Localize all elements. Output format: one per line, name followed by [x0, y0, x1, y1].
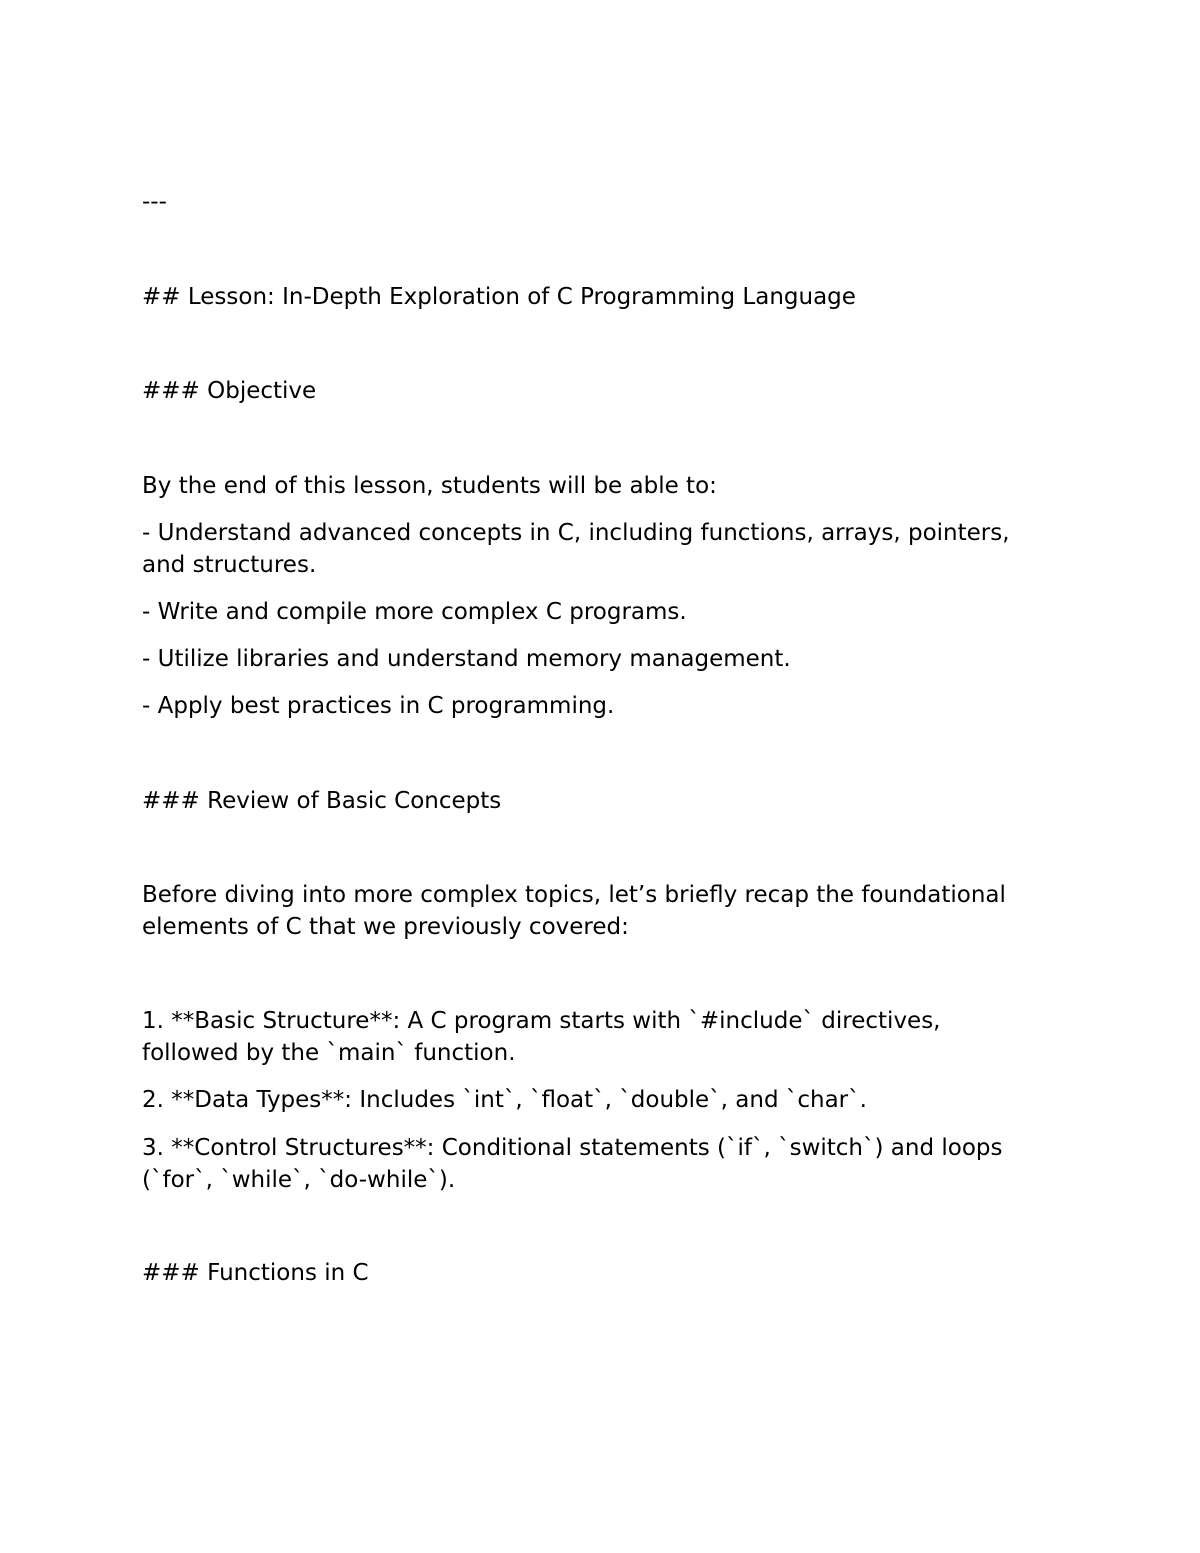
- objective-item: - Understand advanced concepts in C, including functions, arrays, pointers, and structures.: [142, 520, 1010, 578]
- objective-item: - Write and compile more complex C programs.: [142, 599, 687, 625]
- objective-item: - Apply best practices in C programming.: [142, 693, 615, 719]
- review-item: 1. **Basic Structure**: A C program starts with `#include` directives, followed by the `main` function.: [142, 1008, 941, 1066]
- review-item: 3. **Control Structures**: Conditional statements (`if`, `switch`) and loops (`for`, `while`, `do-while`).: [142, 1135, 1003, 1193]
- objective-intro: By the end of this lesson, students will be able to:: [142, 473, 717, 499]
- objective-heading: ### Objective: [142, 378, 317, 404]
- objective-item: - Utilize libraries and understand memory management.: [142, 646, 791, 672]
- review-item: 2. **Data Types**: Includes `int`, `float`, `double`, and `char`.: [142, 1087, 867, 1113]
- review-intro: Before diving into more complex topics, let’s briefly recap the foundational elements of C that we previously covered:: [142, 882, 1006, 940]
- lesson-title: ## Lesson: In-Depth Exploration of C Programming Language: [142, 284, 856, 310]
- review-heading: ### Review of Basic Concepts: [142, 788, 502, 814]
- functions-heading: ### Functions in C: [142, 1260, 369, 1286]
- separator: ---: [142, 189, 167, 215]
